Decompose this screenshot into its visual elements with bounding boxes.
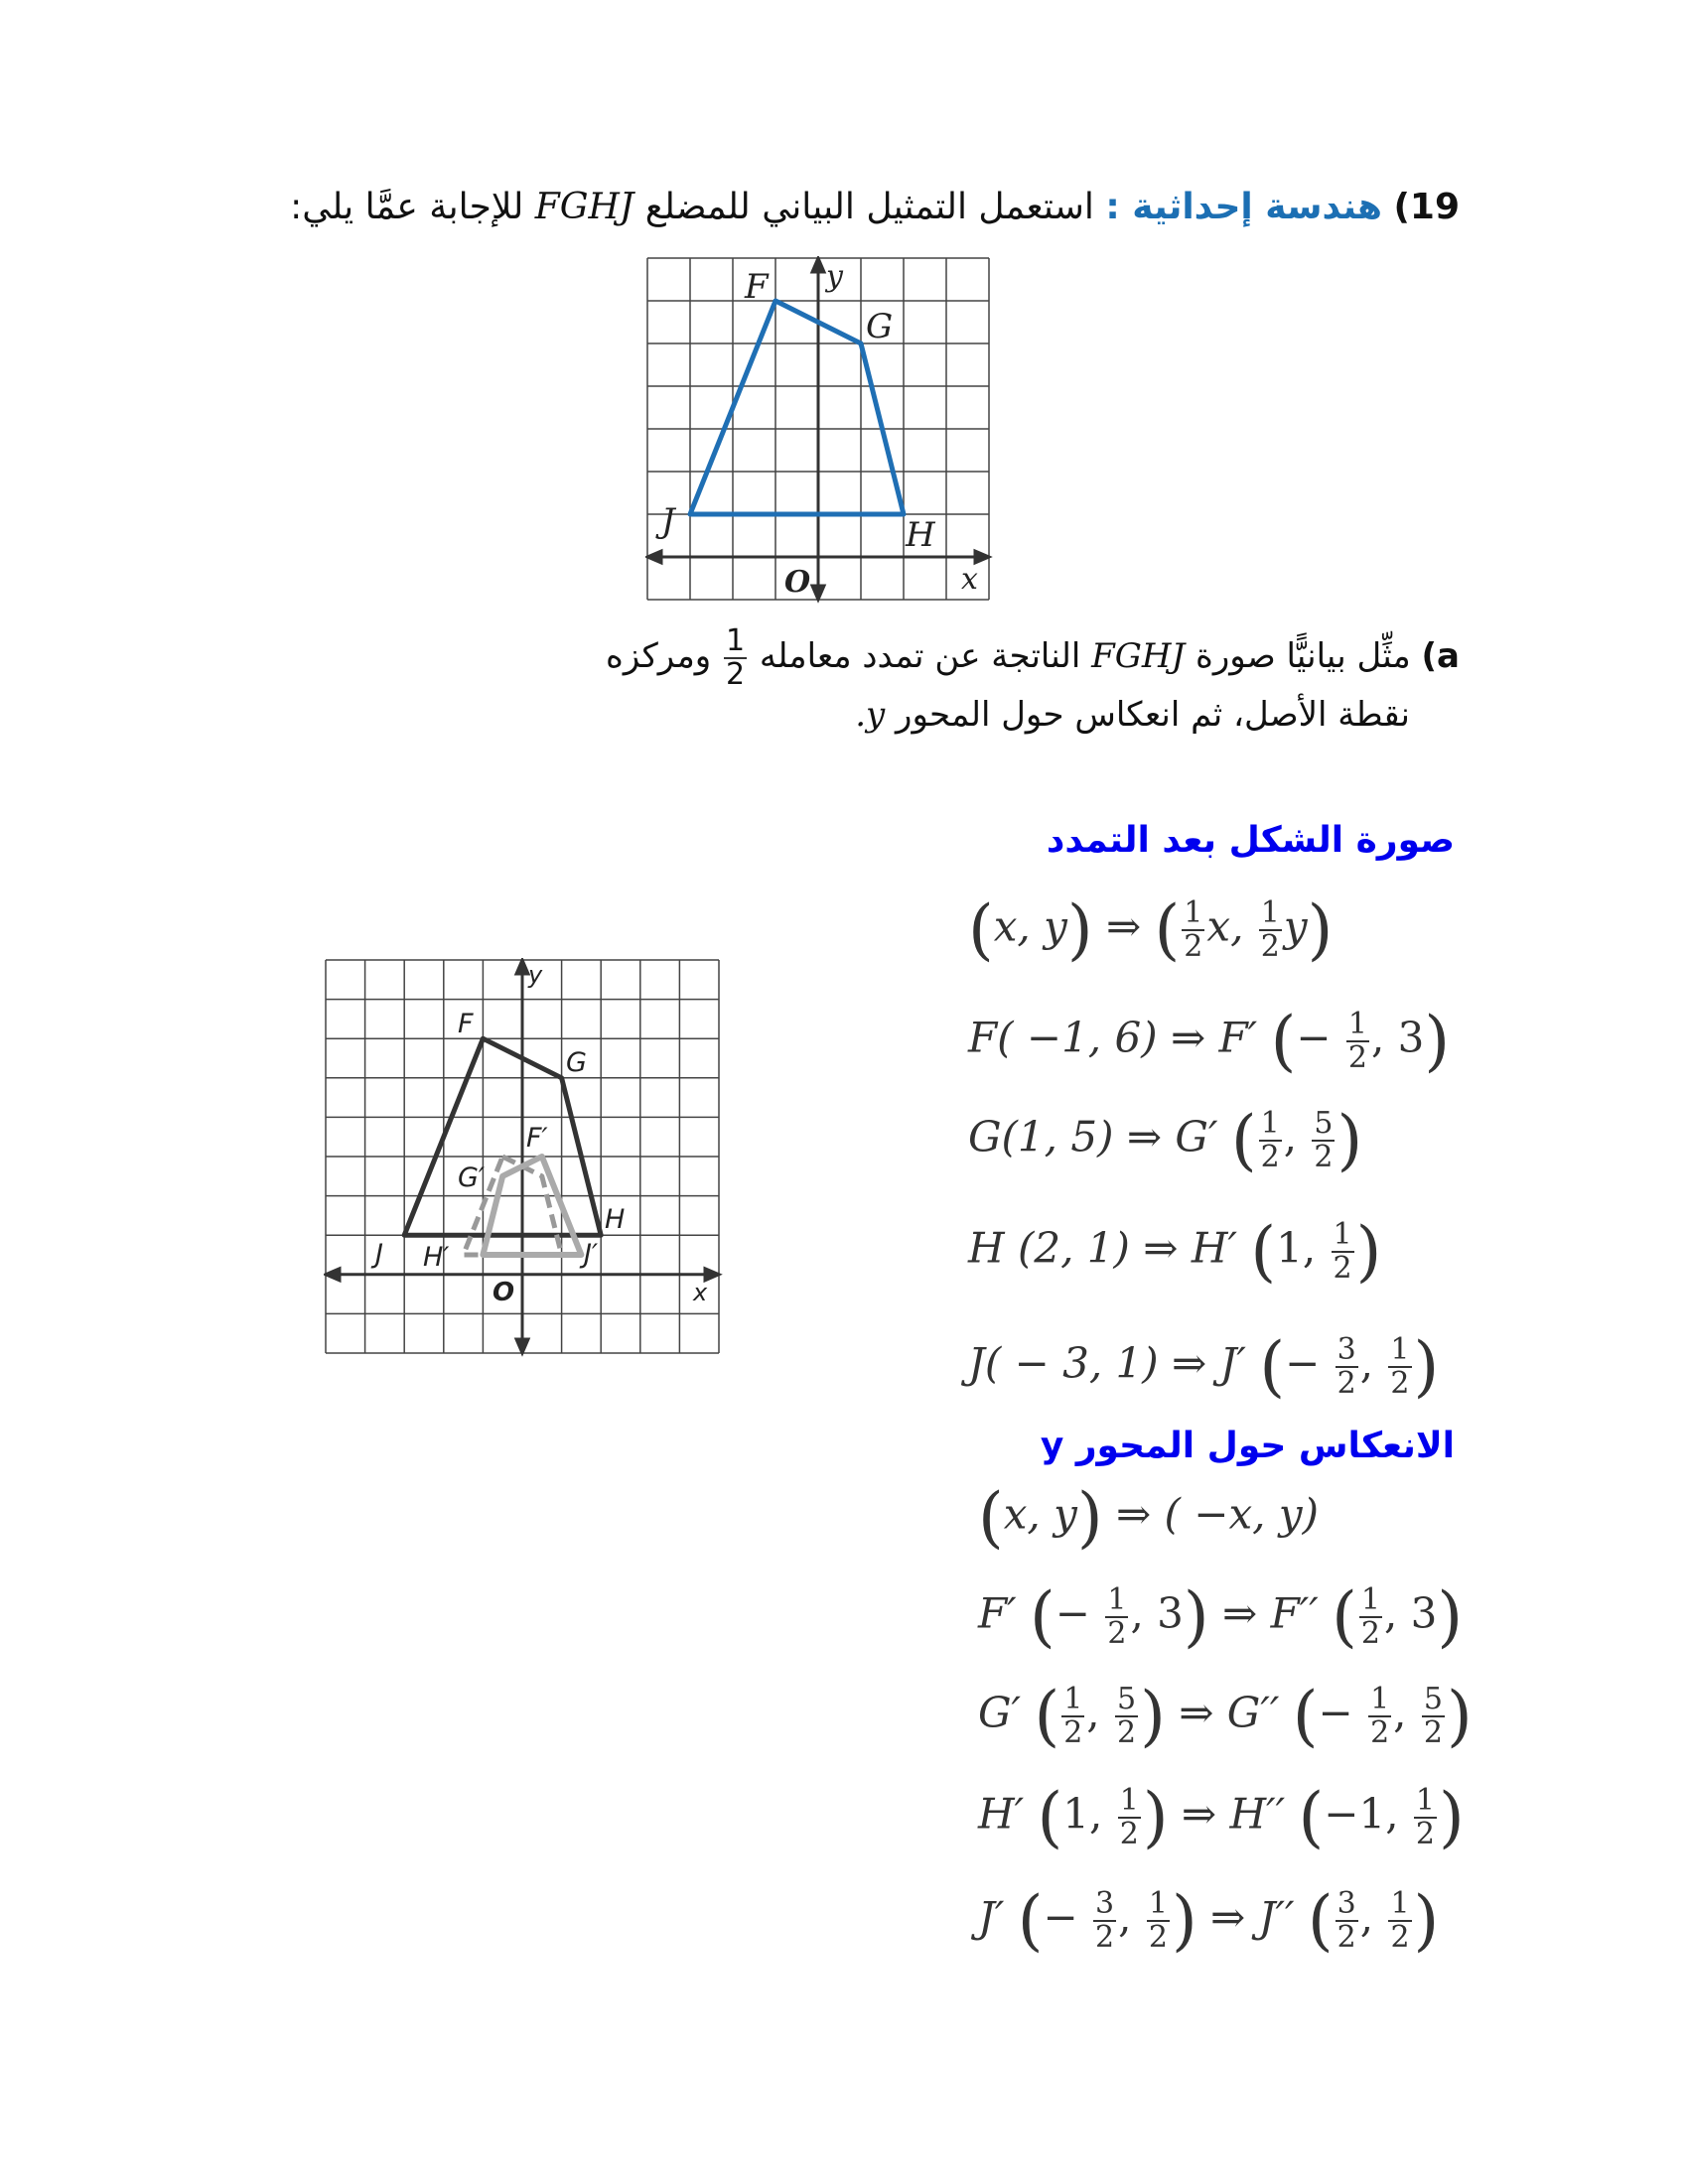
question-polygon: FGHJ [534, 187, 634, 227]
reflection-heading: الانعكاس حول المحور y [1040, 1426, 1455, 1466]
part-a-line2-var: y. [855, 695, 886, 735]
label-H-prime: H′ [423, 1242, 450, 1273]
reflection-eq-H: H′ (1, $\frac{1}{2}$ ) ⇒ H′′ (−1, $\frac{1}{2}$ ) [978, 1779, 1465, 1855]
label-y: y [528, 961, 543, 989]
label-G: G [866, 307, 894, 346]
label-H: H [605, 1204, 626, 1235]
part-a-line1 [467, 625, 1460, 690]
question-topic: هندسة إحداثية : [1105, 187, 1382, 227]
label-F-prime: F′ [526, 1123, 548, 1154]
figure-original-polygon [645, 256, 993, 604]
label-F: F [458, 1009, 474, 1039]
label-G-prime: G′ [458, 1162, 486, 1193]
reflection-rule: (x, y) ⇒ ( −x, y) [978, 1479, 1319, 1556]
label-H: H [906, 515, 935, 555]
label-y: y [826, 259, 843, 294]
question-text-before: استعمل التمثيل البياني للمضلع [644, 187, 1094, 227]
label-origin: O [784, 565, 811, 600]
part-a-text-after: ومركزه [606, 636, 712, 676]
part-a-line2-text: نقطة الأصل، ثم انعكاس حول المحور [896, 695, 1410, 735]
part-a-text-mid: الناتجة عن تمدد معامله [759, 636, 1081, 676]
reflection-eq-F: F′ (− $\frac{1}{2}$ , 3) ⇒ F′′ ( $\frac{1}{2}$ , 3) [978, 1578, 1464, 1655]
label-J: J [661, 501, 675, 541]
part-a-text-before: مثِّل بيانيًّا صورة [1196, 636, 1411, 676]
reflection-eq-J: J′ (− $\frac{3}{2}$ , $\frac{1}{2}$ ) ⇒ J′′ ( $\frac{3}{2}$ , $\frac{1}{2}$ ) [978, 1882, 1440, 1959]
label-x: x [693, 1279, 708, 1306]
question-header [109, 187, 1460, 227]
label-origin: O [492, 1278, 515, 1307]
part-a-marker: a) [1421, 636, 1460, 676]
dilation-eq-F: F( −1, 6) ⇒ F′ (− $\frac{1}{2}$ , 3) [968, 1003, 1451, 1079]
dilation-eq-H: H (2, 1) ⇒ H′ (1, $\frac{1}{2}$ ) [968, 1213, 1382, 1290]
label-F: F [745, 267, 769, 307]
question-number: 19) [1393, 187, 1460, 227]
dilation-rule: (x, y) ⇒ ( $\frac{1}{2}$ x, $\frac{1}{2}$ y) [968, 891, 1334, 968]
reflection-eq-G: G′ ( $\frac{1}{2}$ , $\frac{5}{2}$ ) ⇒ G′′ (− $\frac{1}{2}$ , $\frac{5}{2}$ ) [978, 1678, 1473, 1754]
dilation-eq-J: J( − 3, 1) ⇒ J′ (− $\frac{3}{2}$ , $\frac{1}{2}$ ) [968, 1328, 1440, 1405]
dilation-heading: صورة الشكل بعد التمدد [1046, 820, 1455, 861]
label-J: J [375, 1239, 383, 1270]
part-a-fraction: $\frac{1}{2}$ [726, 623, 746, 692]
label-J-prime: J′ [584, 1239, 599, 1270]
label-G: G [566, 1047, 587, 1078]
label-x: x [961, 562, 978, 597]
dilation-eq-G: G(1, 5) ⇒ G′ ( $\frac{1}{2}$ , $\frac{5}{2}$ ) [968, 1102, 1363, 1178]
figure-dilated-polygon [324, 958, 727, 1361]
part-a-line2 [516, 695, 1410, 735]
question-text-after: للإجابة عمَّا يلي: [290, 187, 524, 227]
part-a-polygon: FGHJ [1091, 636, 1186, 676]
